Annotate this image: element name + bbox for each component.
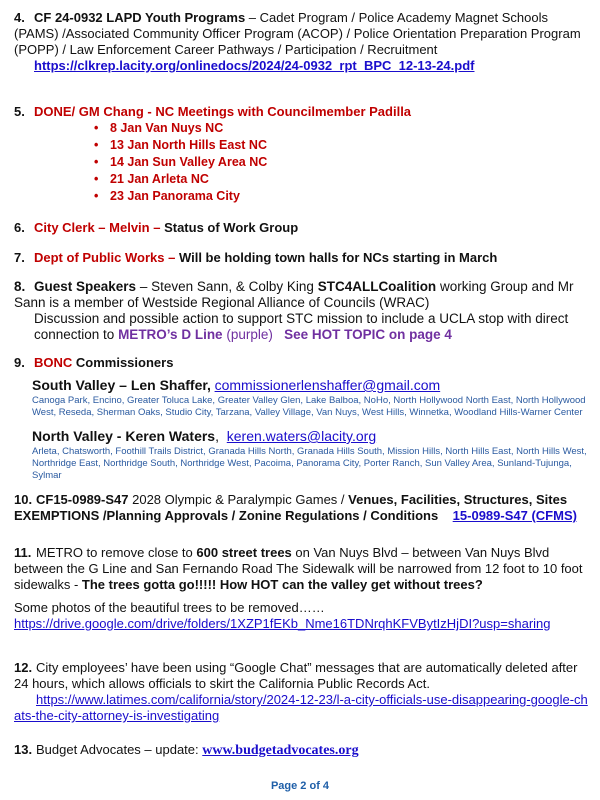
- item-11-trees: 600 street trees: [196, 545, 292, 560]
- south-valley-areas: Canoga Park, Encino, Greater Toluca Lake, Greater Valley Glen, Lake Balboa, NoHo, North Hollywood North East, North Hollywood West, Reseda, Sherman Oaks, Studio City, Tarzana, Valley Village, Van Nuys, West Hills, Winnetka, Woodland Hills-Warner Center: [32, 395, 586, 418]
- item-13-text: Budget Advocates – update:: [36, 742, 203, 757]
- item-10-text: 2028 Olympic & Paralympic Games /: [128, 492, 349, 507]
- item-9-title: BONC: [34, 355, 73, 370]
- item-number: 10.: [14, 492, 33, 507]
- item-8-metro: METRO’s D Line: [118, 327, 223, 342]
- agenda-item-10: [14, 492, 594, 524]
- item-number: 6.: [14, 220, 25, 235]
- item-number: 9.: [14, 355, 25, 370]
- agenda-item-12: [14, 660, 594, 724]
- south-valley-email-link[interactable]: commissionerlenshaffer@gmail.com: [214, 377, 441, 393]
- agenda-item-9: [14, 355, 594, 371]
- south-valley-name: South Valley – Len Shaffer,: [32, 377, 211, 393]
- item-5-title: DONE/ GM Chang - NC Meetings with Councilmember Padilla: [34, 104, 412, 119]
- item-10-link[interactable]: 15-0989-S47 (CFMS): [452, 508, 577, 523]
- north-valley-email-link[interactable]: keren.waters@lacity.org: [226, 428, 377, 444]
- item-10-bold-text: Venues, Facilities, Structures, Sites EXEMPTIONS /Planning Approvals / Zonine Regulations / Conditions: [14, 492, 568, 523]
- list-item: • 23 Jan Panorama City: [94, 188, 267, 205]
- tree-photos: [14, 600, 594, 632]
- agenda-item-4: [14, 10, 594, 74]
- item-number: 13.: [14, 742, 33, 757]
- item-8-hot-topic: See HOT TOPIC on page 4: [284, 327, 452, 342]
- list-item: • 13 Jan North Hills East NC: [94, 137, 267, 154]
- item-4-text: – Cadet Program / Police Academy Magnet Schools (PAMS) /Associated Community Officer Program (ACOP) / Police Orientation Preparation Program (POPP) / Law Enforcement Career Pathways / Participation / Recruitment: [14, 10, 581, 57]
- list-item: • 21 Jan Arleta NC: [94, 171, 267, 188]
- item-11-text-b: on Van Nuys Blvd – between Van Nuys Blvd between the G Line and San Fernando Road The Sidewalk will be narrowed from 12 foot to 10 foot sidewalks -: [14, 545, 583, 592]
- item-8-purple: (purple): [222, 327, 273, 342]
- item-6-title: City Clerk – Melvin –: [34, 220, 161, 235]
- north-valley-commissioner: North Valley - Keren Waters, keren.waters@lacity.org Arleta, Chatsworth, Foothill Trails District, Granada Hills North, Granada Hills South, Mission Hills, North Hills East, North Hills West, Northridge East, Northridge South, Northridge West, Pacoima, Panorama City, Porter Ranch, Sun Valley Area, Sunland-Tujunga, Sylmar: [32, 428, 594, 482]
- item-number: 4.: [14, 10, 25, 25]
- item-8-discussion-text: Discussion and possible action to support STC mission to include a UCLA stop with direct connection to: [34, 311, 569, 342]
- page-number-footer: Page 2 of 4: [270, 780, 330, 792]
- item-6-text: Status of Work Group: [160, 220, 299, 235]
- item-4-title: CF 24-0932 LAPD Youth Programs: [34, 10, 246, 25]
- item-11-bold-question: The trees gotta go!!!!! How HOT can the valley get without trees?: [81, 577, 483, 592]
- item-number: 11.: [14, 545, 32, 560]
- item-9-text: Commissioners: [72, 355, 174, 370]
- item-number: 7.: [14, 250, 25, 265]
- budget-advocates-link[interactable]: www.budgetadvocates.org: [202, 743, 359, 758]
- agenda-item-6: [14, 220, 594, 236]
- tree-photos-label: Some photos of the beautiful trees to be removed……: [14, 600, 325, 615]
- item-8-org: STC4ALLCoalition: [317, 279, 437, 294]
- agenda-item-13: [14, 742, 594, 759]
- item-8-speakers: – Steven Sann, & Colby King: [136, 279, 318, 294]
- agenda-item-7: [14, 250, 594, 266]
- item-8-discussion: [34, 311, 594, 343]
- agenda-item-11: [14, 545, 594, 593]
- north-valley-name: North Valley - Keren Waters: [32, 428, 216, 444]
- item-8-text: working Group and Mr Sann is a member of Westside Regional Alliance of Councils (WRAC): [14, 279, 574, 310]
- item-12-text: City employees’ have been using “Google Chat” messages that are automatically deleted after 24 hours, which allows officials to skirt the California Public Records Act.: [14, 660, 578, 691]
- item-7-text: Will be holding town halls for NCs starting in March: [175, 250, 498, 265]
- tree-photos-link[interactable]: https://drive.google.com/drive/folders/1XZP1fEKb_Nme16TDNrqhKFVBytIzHjDI?usp=sharing: [14, 616, 551, 631]
- item-11-text-a: METRO to remove close to: [36, 545, 197, 560]
- agenda-item-5: [14, 104, 594, 120]
- item-12-link[interactable]: https://www.latimes.com/california/story/2024-12-23/l-a-city-officials-use-disappearing-google-chats-the-city-attorney-is-investigating: [14, 692, 588, 723]
- item-number: 8.: [14, 279, 26, 294]
- item-8-lead: Guest Speakers: [34, 279, 137, 294]
- agenda-item-8: [14, 279, 594, 343]
- item-4-link[interactable]: https://clkrep.lacity.org/onlinedocs/2024/24-0932_rpt_BPC_12-13-24.pdf: [34, 58, 475, 73]
- item-number: 5.: [14, 104, 25, 119]
- item-10-cf: CF15-0989-S47: [36, 492, 129, 507]
- south-valley-commissioner: [32, 377, 594, 419]
- item-5-meeting-list: [94, 120, 267, 205]
- item-7-title: Dept of Public Works –: [34, 250, 176, 265]
- list-item: • 8 Jan Van Nuys NC: [94, 120, 267, 137]
- item-number: 12.: [14, 660, 33, 675]
- list-item: • 14 Jan Sun Valley Area NC: [94, 154, 267, 171]
- north-valley-areas: Arleta, Chatsworth, Foothill Trails District, Granada Hills North, Granada Hills South, Mission Hills, North Hills East, North Hills West, Northridge East, Northridge South, Northridge West, Pacoima, Panorama City, Porter Ranch, Sun Valley Area, Sunland-Tujunga, Sylmar: [32, 446, 587, 481]
